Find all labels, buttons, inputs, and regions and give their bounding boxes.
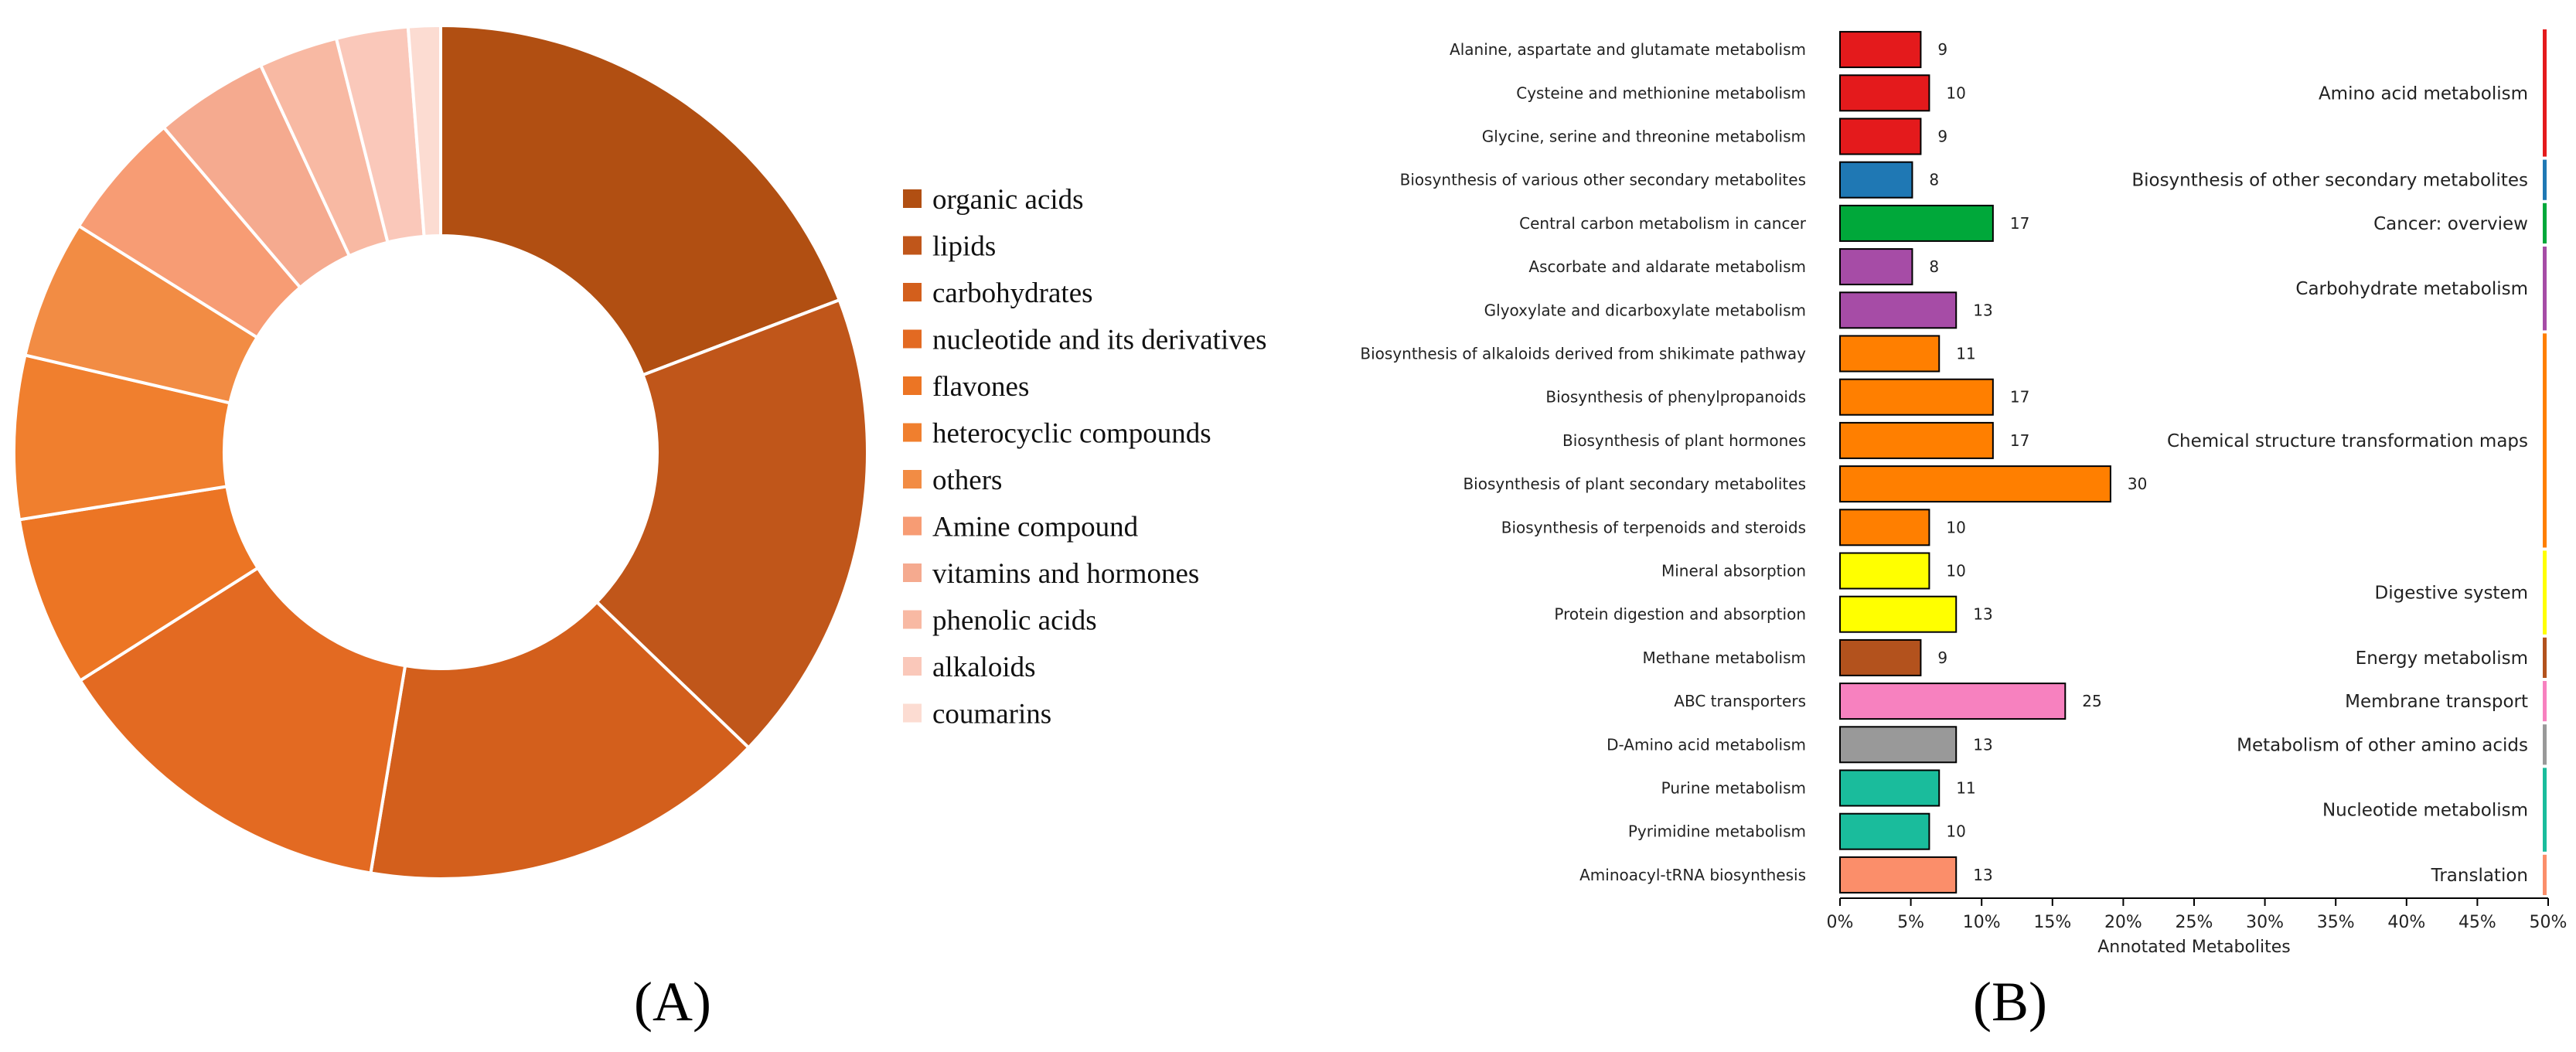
group-label: Amino acid metabolism bbox=[2318, 83, 2528, 104]
x-tick-label: 45% bbox=[2458, 913, 2496, 932]
legend-label: others bbox=[932, 465, 1003, 496]
group-label: Cancer: overview bbox=[2373, 213, 2528, 234]
category-label: Alanine, aspartate and glutamate metabolism bbox=[1450, 40, 1806, 60]
legend-swatch bbox=[903, 283, 922, 301]
group-label: Biosynthesis of other secondary metabolites bbox=[2131, 170, 2528, 191]
legend-swatch bbox=[903, 517, 922, 536]
legend-label: Amine compound bbox=[932, 511, 1139, 543]
x-tick-label: 5% bbox=[1897, 913, 1925, 932]
category-label: Ascorbate and aldarate metabolism bbox=[1528, 257, 1806, 277]
legend-swatch bbox=[903, 657, 922, 676]
data-label: 9 bbox=[1937, 40, 1948, 60]
x-tick-label: 35% bbox=[2316, 913, 2355, 932]
data-label: 10 bbox=[1946, 83, 1966, 103]
data-label: 10 bbox=[1946, 822, 1966, 841]
legend-swatch bbox=[903, 376, 922, 395]
legend-label: phenolic acids bbox=[932, 604, 1097, 637]
legend-swatch bbox=[903, 424, 922, 442]
data-label: 13 bbox=[1973, 604, 1993, 624]
x-tick-label: 20% bbox=[2104, 913, 2142, 932]
data-label: 17 bbox=[2009, 431, 2030, 450]
data-label: 10 bbox=[1946, 561, 1966, 580]
donut-chart bbox=[14, 26, 867, 879]
category-label: Purine metabolism bbox=[1661, 778, 1806, 798]
bar bbox=[1840, 727, 1956, 762]
data-label: 17 bbox=[2009, 213, 2030, 233]
category-label: Biosynthesis of plant hormones bbox=[1562, 431, 1806, 450]
x-tick-label: 15% bbox=[2033, 913, 2072, 932]
group-bar bbox=[2543, 724, 2547, 764]
bar bbox=[1840, 509, 1929, 545]
category-label: Biosynthesis of phenylpropanoids bbox=[1545, 387, 1806, 407]
category-label: Biosynthesis of plant secondary metabolites bbox=[1463, 475, 1806, 494]
legend-label: carbohydrates bbox=[932, 277, 1093, 309]
category-label: Pyrimidine metabolism bbox=[1627, 822, 1806, 841]
legend-swatch bbox=[903, 237, 922, 255]
group-bar bbox=[2543, 855, 2547, 895]
legend-label: organic acids bbox=[932, 184, 1084, 216]
group-bar bbox=[2543, 247, 2547, 330]
category-label: Biosynthesis of alkaloids derived from shikimate pathway bbox=[1360, 344, 1806, 363]
group-bar bbox=[2543, 550, 2547, 634]
group-label: Metabolism of other amino acids bbox=[2237, 735, 2528, 756]
legend-label: vitamins and hormones bbox=[932, 558, 1200, 590]
data-label: 25 bbox=[2082, 692, 2102, 711]
panel-label-a: (A) bbox=[634, 971, 711, 1033]
group-bar bbox=[2543, 203, 2547, 243]
legend-label: lipids bbox=[932, 230, 997, 263]
category-label: ABC transporters bbox=[1674, 692, 1806, 711]
bar bbox=[1840, 292, 1956, 328]
bar bbox=[1840, 553, 1929, 589]
bar bbox=[1840, 771, 1939, 806]
bar bbox=[1840, 857, 1956, 893]
x-tick-label: 0% bbox=[1826, 913, 1854, 932]
legend-label: alkaloids bbox=[932, 652, 1036, 683]
data-label: 8 bbox=[1929, 170, 1940, 189]
panel-label-b: (B) bbox=[1973, 971, 2047, 1033]
legend-swatch bbox=[903, 470, 922, 489]
bar bbox=[1840, 683, 2065, 719]
category-label: Methane metabolism bbox=[1642, 648, 1806, 667]
group-label: Carbohydrate metabolism bbox=[2295, 279, 2528, 300]
legend-swatch bbox=[903, 330, 922, 349]
legend-swatch bbox=[903, 611, 922, 629]
legend-label: coumarins bbox=[932, 698, 1052, 730]
data-label: 30 bbox=[2127, 475, 2148, 494]
x-tick-label: 25% bbox=[2175, 913, 2213, 932]
x-tick-label: 10% bbox=[1962, 913, 2001, 932]
x-axis-title: Annotated Metabolites bbox=[2097, 938, 2291, 957]
bar bbox=[1840, 597, 1956, 632]
bar bbox=[1840, 423, 1993, 458]
legend-label: nucleotide and its derivatives bbox=[932, 324, 1267, 356]
bar bbox=[1840, 249, 1912, 284]
group-label: Nucleotide metabolism bbox=[2322, 800, 2528, 821]
x-tick-label: 30% bbox=[2246, 913, 2285, 932]
legend-label: flavones bbox=[932, 371, 1030, 403]
data-label: 13 bbox=[1973, 735, 1993, 754]
category-label: Central carbon metabolism in cancer bbox=[1519, 213, 1806, 233]
group-bar bbox=[2543, 681, 2547, 721]
category-label: Biosynthesis of terpenoids and steroids bbox=[1501, 518, 1806, 537]
data-label: 11 bbox=[1956, 344, 1976, 363]
data-label: 10 bbox=[1946, 518, 1966, 537]
bar bbox=[1840, 119, 1920, 155]
group-label: Digestive system bbox=[2374, 583, 2528, 604]
bar bbox=[1840, 206, 1993, 241]
bar bbox=[1840, 814, 1929, 849]
group-bar bbox=[2543, 29, 2547, 157]
data-label: 13 bbox=[1973, 301, 1993, 320]
bar bbox=[1840, 32, 1920, 67]
group-label: Energy metabolism bbox=[2355, 648, 2528, 669]
category-label: D-Amino acid metabolism bbox=[1607, 735, 1806, 754]
legend-swatch bbox=[903, 704, 922, 723]
data-label: 9 bbox=[1937, 127, 1948, 146]
bar bbox=[1840, 336, 1939, 372]
bar bbox=[1840, 162, 1912, 198]
group-label: Membrane transport bbox=[2345, 692, 2528, 713]
category-label: Mineral absorption bbox=[1661, 561, 1806, 580]
data-label: 11 bbox=[1956, 778, 1976, 798]
bar bbox=[1840, 466, 2111, 502]
x-tick-label: 50% bbox=[2529, 913, 2567, 932]
bar-chart bbox=[1360, 29, 2567, 957]
group-label: Chemical structure transformation maps bbox=[2166, 431, 2528, 451]
category-label: Cysteine and methionine metabolism bbox=[1516, 83, 1806, 103]
legend-swatch bbox=[903, 189, 922, 208]
bar bbox=[1840, 75, 1929, 111]
bar bbox=[1840, 640, 1920, 676]
x-tick-label: 40% bbox=[2387, 913, 2426, 932]
legend-label: heterocyclic compounds bbox=[932, 417, 1211, 450]
data-label: 17 bbox=[2009, 387, 2030, 407]
donut-legend bbox=[903, 184, 1267, 730]
legend-swatch bbox=[903, 563, 922, 582]
group-bar bbox=[2543, 638, 2547, 678]
category-label: Glycine, serine and threonine metabolism bbox=[1481, 127, 1806, 146]
category-label: Protein digestion and absorption bbox=[1554, 604, 1806, 624]
group-bar bbox=[2543, 768, 2547, 851]
category-label: Glyoxylate and dicarboxylate metabolism bbox=[1484, 301, 1806, 320]
category-label: Aminoacyl-tRNA biosynthesis bbox=[1579, 865, 1806, 884]
group-bar bbox=[2543, 333, 2547, 547]
bar bbox=[1840, 380, 1993, 415]
group-bar bbox=[2543, 160, 2547, 200]
data-label: 9 bbox=[1937, 648, 1948, 667]
data-label: 13 bbox=[1973, 865, 1993, 884]
group-label: Translation bbox=[2431, 865, 2528, 886]
category-label: Biosynthesis of various other secondary metabolites bbox=[1399, 170, 1806, 189]
data-label: 8 bbox=[1929, 257, 1940, 277]
